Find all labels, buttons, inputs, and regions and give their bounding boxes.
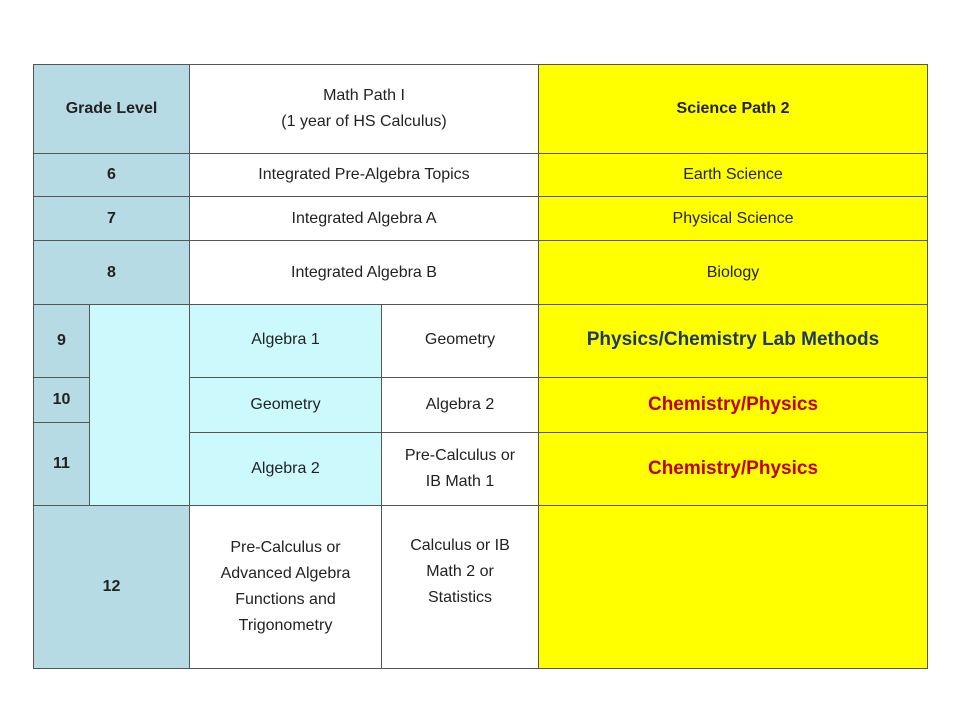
grade-11-label: 11 xyxy=(53,455,70,472)
header-grade-level-text: Grade Level xyxy=(65,100,158,117)
grade-9-cell xyxy=(33,304,90,378)
grade-10-label: 10 xyxy=(52,391,71,408)
science-6-cell xyxy=(538,153,928,197)
math-10b-cell xyxy=(381,377,539,433)
science-11-cell xyxy=(538,432,928,506)
header-science-path-text: Science Path 2 xyxy=(676,100,790,117)
math-12a-line3: Functions and xyxy=(235,591,336,608)
science-10-text: Chemistry/Physics xyxy=(647,394,819,415)
math-11b-text-line1: Pre-Calculus or xyxy=(404,447,516,464)
science-8-text: Biology xyxy=(706,263,760,281)
math-7-cell xyxy=(189,196,539,241)
header-math-path-title: Math Path I xyxy=(323,87,405,104)
header-math-path xyxy=(189,64,539,154)
science-6-text: Earth Science xyxy=(683,166,783,183)
grade-9-label: 9 xyxy=(57,332,66,349)
math-9b-cell xyxy=(381,304,539,378)
math-10b-text: Algebra 2 xyxy=(425,396,495,413)
grade-12-label: 12 xyxy=(102,578,121,595)
grade-12-cell xyxy=(33,505,190,669)
math-11a-cell xyxy=(189,432,382,506)
science-7-cell xyxy=(538,196,928,241)
math-9b-text: Geometry xyxy=(424,331,496,348)
math-12b-line2: Math 2 or xyxy=(426,563,494,580)
science-10-cell xyxy=(538,377,928,433)
grade-6-label: 6 xyxy=(107,166,116,183)
science-8-cell xyxy=(538,240,928,305)
header-grade-level xyxy=(33,64,190,154)
grade-7-label: 7 xyxy=(107,209,116,227)
math-12a-line1: Pre-Calculus or xyxy=(230,539,341,556)
grade-8-label: 8 xyxy=(107,263,116,281)
required-graduation-cell xyxy=(89,304,190,506)
math-12a-line4: Trigonometry xyxy=(238,617,333,634)
science-7-text: Physical Science xyxy=(672,209,794,227)
grade-7-cell xyxy=(33,196,190,241)
math-12b-cell xyxy=(381,505,539,669)
math-10a-cell xyxy=(189,377,382,433)
grade-11-cell xyxy=(33,422,90,506)
math-8-text: Integrated Algebra B xyxy=(291,263,437,281)
math-8-cell xyxy=(189,240,539,305)
math-9a-text: Algebra 1 xyxy=(251,331,320,348)
math-12a-line2: Advanced Algebra xyxy=(220,565,351,582)
science-9-text-b: Lab Methods xyxy=(762,329,880,350)
grade-10-cell xyxy=(33,377,90,423)
math-6-text: Integrated Pre-Algebra Topics xyxy=(258,166,470,183)
math-11b-text-line2: IB Math 1 xyxy=(425,473,495,490)
math-12b-line3: Statistics xyxy=(427,589,492,606)
math-11b-cell xyxy=(381,432,539,506)
math-9a-cell xyxy=(189,304,382,378)
math-12a-cell xyxy=(189,505,382,669)
math-11a-text: Algebra 2 xyxy=(251,460,320,477)
grade-8-cell xyxy=(33,240,190,305)
science-9-text-a: Physics/Chemistry xyxy=(586,329,757,350)
header-science-path xyxy=(538,64,928,154)
grade-6-cell xyxy=(33,153,190,197)
math-10a-text: Geometry xyxy=(250,396,321,413)
math-6-cell xyxy=(189,153,539,197)
math-7-text: Integrated Algebra A xyxy=(291,209,437,227)
science-11-text: Chemistry/Physics xyxy=(647,458,819,479)
science-9-cell xyxy=(538,304,928,378)
math-12b-line1: Calculus or IB xyxy=(410,537,510,554)
header-math-path-subtitle: (1 year of HS Calculus) xyxy=(281,113,447,130)
science-12-cell xyxy=(538,505,928,669)
